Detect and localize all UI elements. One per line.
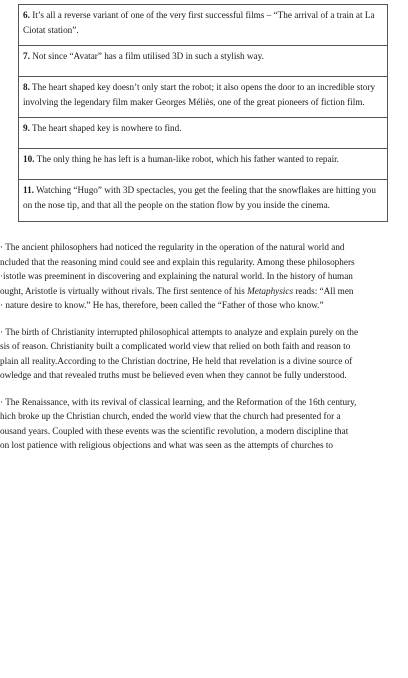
statement-row — [19, 5, 387, 46]
statement-number: 11. — [23, 185, 34, 195]
passage-paragraph — [0, 325, 402, 383]
statement-row — [19, 149, 387, 180]
statement-number: 6. — [23, 10, 30, 20]
passage-paragraph — [0, 240, 402, 313]
statement-number: 8. — [23, 82, 30, 92]
reading-passage — [0, 240, 402, 465]
statement-text: The only thing he has left is a human-like robot, which his father wanted to repair. — [36, 154, 339, 164]
passage-line: on lost patience with religious objections and what was seen as the attempts of churches to — [0, 440, 333, 450]
statement-text: Watching “Hugo” with 3D spectacles, you get the feeling that the snowflakes are hitting you on the nose tip, and that all the people on the station flow by you inside the cinema. — [23, 185, 376, 210]
statement-text: The heart shaped key doesn’t only start the robot; it also opens the door to an incredible story involving the legendary film maker Georges Méliès, one of the great pioneers of fiction film. — [23, 82, 376, 107]
statement-number: 9. — [23, 123, 30, 133]
passage-line — [0, 284, 402, 299]
passage-line: · The birth of Christianity interrupted philosophical attempts to analyze and explain purely on the — [0, 326, 359, 337]
statement-text: It’s all a reverse variant of one of the very first successful films – “The arrival of a train at La Ciotat station”. — [23, 10, 375, 35]
passage-line: · The ancient philosophers had noticed the regularity in the operation of the natural world and — [0, 242, 345, 252]
passage-line: ncluded that the reasoning mind could see and explain this regularity. Among these philosophers — [0, 256, 355, 267]
statement-text: The heart shaped key is nowhere to find. — [32, 123, 182, 133]
passage-line: ousand years. Coupled with these events was the scientific revolution, a modern discipline that — [0, 425, 349, 436]
passage-line: sis of reason. Christianity built a complicated world view that relied on both faith and reason to — [0, 341, 351, 351]
statement-row — [19, 77, 387, 118]
passage-line: ·istotle was preeminent in discovering and explaining the natural world. In the history of human — [0, 271, 353, 281]
statement-number: 10. — [23, 154, 35, 164]
statement-number: 7. — [23, 51, 30, 61]
passage-line: owledge and that revealed truths must be believed even when they cannot be fully understood. — [0, 370, 347, 380]
passage-line-start: ought, Aristotle is virtually without rivals. The first sentence of his — [0, 285, 248, 296]
passage-line: · nature desire to know.” He has, therefore, been called the “Father of those who know.” — [0, 300, 324, 310]
statements-table — [18, 4, 388, 222]
passage-line: plain all reality.According to the Christian doctrine, He held that revelation is a divine source of — [0, 355, 353, 366]
book-title: Metaphysics — [247, 285, 294, 296]
statement-row — [19, 118, 387, 149]
passage-line: · The Renaissance, with its revival of classical learning, and the Reformation of the 16th century, — [0, 396, 357, 407]
statement-text: Not since “Avatar” has a film utilised 3D in such a stylish way. — [32, 51, 264, 61]
statement-row — [19, 46, 387, 77]
statement-row — [19, 180, 387, 221]
passage-line-end: reads: “All men — [293, 285, 354, 296]
passage-line: hich broke up the Christian church, ended the world view that the church had presented for a — [0, 411, 341, 421]
passage-paragraph — [0, 395, 402, 453]
